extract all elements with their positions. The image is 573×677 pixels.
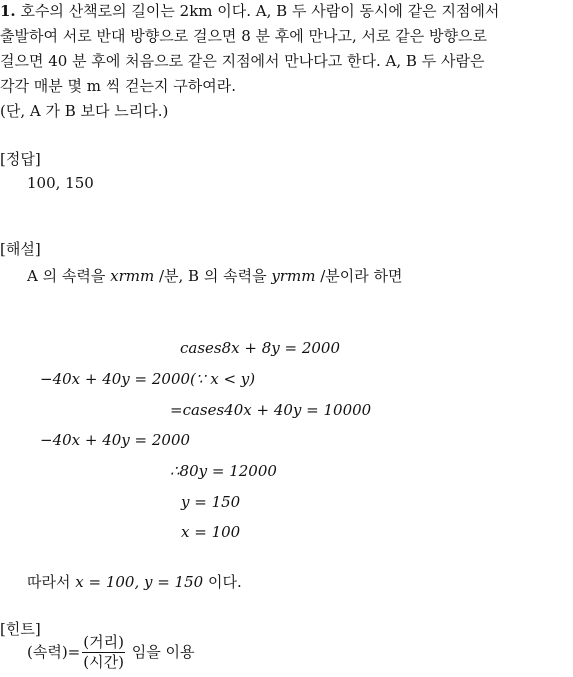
intro-text-a: A 의 속력을 bbox=[27, 267, 111, 285]
hint-fraction bbox=[82, 634, 125, 672]
answer-value: 100, 150 bbox=[27, 174, 94, 192]
intro-text-b: /분, B 의 속력을 bbox=[154, 267, 272, 285]
hint-denominator: (시간) bbox=[83, 653, 124, 672]
hint-suffix: 임을 이용 bbox=[126, 642, 195, 661]
problem-text-2: 출발하여 서로 반대 방향으로 걸으면 8 분 후에 만나고, 서로 같은 방향으로 bbox=[0, 27, 487, 45]
conclusion-math: x = 100, y = 150 bbox=[75, 573, 204, 591]
hint-numerator: (거리) bbox=[82, 634, 125, 653]
hint-header: [힌트] bbox=[0, 620, 41, 638]
hint-formula bbox=[27, 634, 194, 672]
hint-prefix: (속력)= bbox=[27, 642, 81, 661]
problem-text-4: 각각 매분 몇 m 씩 걷는지 구하여라. bbox=[0, 77, 236, 95]
problem-number: 1. bbox=[0, 2, 16, 20]
solution-intro bbox=[27, 265, 402, 286]
intro-text-c: /분이라 하면 bbox=[315, 267, 403, 285]
equation-3: =cases40x + 40y = 10000 bbox=[170, 401, 372, 419]
problem-line-1 bbox=[0, 0, 499, 21]
equation-1: cases8x + 8y = 2000 bbox=[180, 339, 341, 357]
equation-7: x = 100 bbox=[181, 523, 241, 541]
problem-text-1: 호수의 산책로의 길이는 2km 이다. A, B 두 사람이 동시에 같은 지점에서 bbox=[20, 2, 500, 20]
problem-text-3: 걸으면 40 분 후에 처음으로 같은 지점에서 만나다고 한다. A, B 두 사람은 bbox=[0, 52, 485, 70]
solution-header: [해설] bbox=[0, 240, 41, 258]
conclusion-text-b: 이다. bbox=[203, 573, 242, 591]
equation-4: −40x + 40y = 2000 bbox=[40, 431, 191, 449]
equation-6: y = 150 bbox=[181, 493, 241, 511]
problem-condition: (단, A 가 B 보다 느리다.) bbox=[0, 102, 169, 120]
equation-2: −40x + 40y = 2000(∵ x < y) bbox=[40, 370, 256, 388]
equation-5: ∴80y = 12000 bbox=[170, 462, 277, 480]
intro-var-x: xrmm bbox=[110, 267, 155, 285]
intro-var-y: yrmm bbox=[271, 267, 316, 285]
answer-header: [정답] bbox=[0, 150, 41, 168]
solution-conclusion bbox=[27, 571, 242, 592]
conclusion-text-a: 따라서 bbox=[27, 573, 76, 591]
